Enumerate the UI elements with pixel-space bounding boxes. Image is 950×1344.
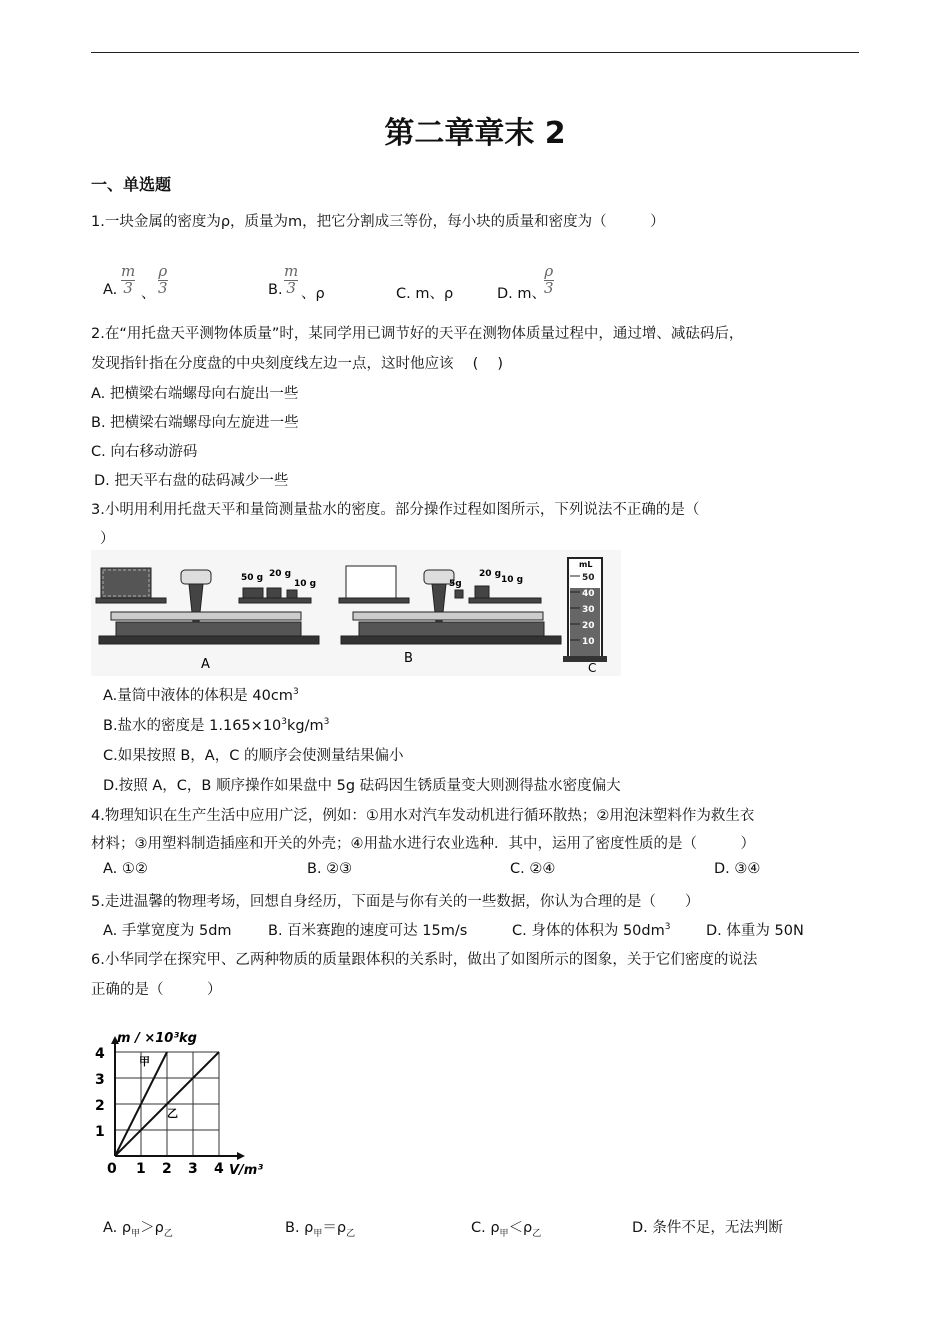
pan-left-b xyxy=(339,598,409,603)
q6-option-b[interactable]: B. $\rho_甲=\rho_乙$ xyxy=(285,1220,356,1239)
label-c: C xyxy=(588,661,597,675)
q6-chart xyxy=(91,1026,281,1186)
q2-option-d[interactable]: D. 把天平右盘的砝码减少一些 xyxy=(94,473,289,489)
q1-b-frac-m: $\frac{m}{3}$ xyxy=(284,262,299,297)
q2-stem-line1: 2.在“用托盘天平测物体质量”时，某同学用已调节好的天平在测物体质量过程中，通过增、减砝码后， xyxy=(91,326,744,342)
beam-a xyxy=(111,612,301,620)
x-tick-label: 4 xyxy=(214,1161,224,1177)
chart-xlabel: V/m³ xyxy=(229,1163,264,1178)
q1-b-rho: 、ρ xyxy=(301,286,325,302)
q1-d-label: D. m、 xyxy=(497,286,547,302)
q6-option-c[interactable]: C. $\rho_甲<\rho_乙$ xyxy=(471,1220,542,1239)
chart-axes xyxy=(111,1036,245,1160)
q1-option-d[interactable] xyxy=(497,264,577,304)
q4-option-d[interactable]: D. ③④ xyxy=(714,861,761,877)
series-label-jia: 甲 xyxy=(139,1055,150,1068)
label-50g: 50 g xyxy=(241,573,264,583)
beam-b xyxy=(353,612,543,620)
section-heading: 一、单选题 xyxy=(91,175,172,194)
label-20g: 20 g xyxy=(269,569,292,579)
pan-left-a xyxy=(96,598,166,603)
x-tick-label: 2 xyxy=(162,1161,172,1177)
q3-option-c[interactable]: C.如果按照 B，A，C 的顺序会使测量结果偏小 xyxy=(103,748,404,764)
q5-option-d[interactable]: D. 体重为 50N xyxy=(706,923,804,939)
weight-10g xyxy=(287,590,297,598)
q1-a-sep: 、 xyxy=(141,286,156,302)
q2-option-c[interactable]: C. 向右移动游码 xyxy=(91,444,198,460)
q4-stem-line2: 材料；③用塑料制造插座和开关的外壳；④用盐水进行农业选种．其中，运用了密度性质的是（ ） xyxy=(91,836,755,852)
series-label-yi: 乙 xyxy=(167,1107,178,1120)
q5-option-c[interactable]: C. 身体的体积为 $50dm^3$ xyxy=(512,922,671,939)
q1-option-b[interactable] xyxy=(268,264,358,304)
q3-figure xyxy=(91,550,621,676)
page-title: 第二章章末 2 xyxy=(384,116,566,151)
q3-option-d[interactable]: D.按照 A，C，B 顺序操作如果盘中 5g 砝码因生锈质量变大则测得盐水密度偏大 xyxy=(103,778,621,794)
q3-stem-line1: 3.小明用利用托盘天平和量筒测量盐水的密度。部分操作过程如图所示，下列说法不正确的是（ xyxy=(91,502,700,518)
q5-option-b[interactable]: B. 百米赛跑的速度可达 15m/s xyxy=(268,923,468,939)
y-tick-label: 4 xyxy=(95,1046,105,1062)
chart-ylabel: m / ×10³kg xyxy=(117,1031,197,1046)
beaker-b xyxy=(346,566,396,598)
x-tick-label: 1 xyxy=(136,1161,146,1177)
label-10g-b: 10 g xyxy=(501,575,524,585)
y-tick-label: 3 xyxy=(95,1072,105,1088)
beaker-a xyxy=(101,568,151,598)
cyl-tick-label: 20 xyxy=(582,621,595,631)
header-rule xyxy=(91,52,859,53)
label-a: A xyxy=(201,657,210,672)
q1-b-label: B. xyxy=(268,282,283,298)
q1-stem: 1.一块金属的密度为ρ，质量为m，把它分割成三等份，每小块的质量和密度为（ ） xyxy=(91,214,665,230)
cyl-unit: mL xyxy=(579,560,593,569)
y-tick-label: 2 xyxy=(95,1098,105,1114)
q1-a-label: A. xyxy=(103,282,118,298)
label-20g-b: 20 g xyxy=(479,569,502,579)
q5-option-a[interactable]: A. 手掌宽度为 5dm xyxy=(103,923,232,939)
cyl-tick-label: 10 xyxy=(582,637,595,647)
q3-option-b[interactable]: B.盐水的密度是 $1.165\times 10^3kg/m^3$ xyxy=(103,717,330,734)
q1-d-frac-rho: $\frac{\rho}{3}$ xyxy=(544,262,554,297)
label-b: B xyxy=(404,651,413,666)
q3-option-a[interactable]: A.量筒中液体的体积是 $40cm^3$ xyxy=(103,687,299,704)
weight-20g-b xyxy=(475,586,489,598)
q6-stem-line2: 正确的是（ ） xyxy=(91,982,222,998)
label-10g: 10 g xyxy=(294,579,317,589)
cyl-tick-label: 30 xyxy=(582,605,595,615)
label-5g: 5g xyxy=(449,579,462,589)
q4-option-a[interactable]: A. ①② xyxy=(103,861,148,877)
q5-stem: 5.走进温馨的物理考场，回想自身经历，下面是与你有关的一些数据，你认为合理的是（ ） xyxy=(91,894,700,910)
cyl-tick-label: 50 xyxy=(582,573,595,583)
q1-a-frac-rho: $\frac{\rho}{3}$ xyxy=(158,262,168,297)
dial-a xyxy=(181,570,211,584)
q2-option-a[interactable]: A. 把横梁右端螺母向右旋出一些 xyxy=(91,386,299,402)
q4-option-b[interactable]: B. ②③ xyxy=(307,861,353,877)
weight-20g xyxy=(267,588,281,598)
q6-stem-line1: 6.小华同学在探究甲、乙两种物质的质量跟体积的关系时，做出了如图所示的图象，关于它们密度的说法 xyxy=(91,952,758,968)
q6-option-d[interactable]: D. 条件不足，无法判断 xyxy=(632,1220,783,1236)
q4-option-c[interactable]: C. ②④ xyxy=(510,861,556,877)
q2-stem-line2: 发现指针指在分度盘的中央刻度线左边一点，这时他应该 ( ) xyxy=(91,356,504,372)
q4-stem-line1: 4.物理知识在生产生活中应用广泛，例如：①用水对汽车发动机进行循环散热；②用泡沫塑料作为救生衣 xyxy=(91,808,755,824)
x-tick-label: 0 xyxy=(107,1161,117,1177)
pan-right-a xyxy=(239,598,311,603)
x-axis-arrow xyxy=(237,1152,245,1160)
weight-5g xyxy=(455,590,463,598)
pan-right-b xyxy=(469,598,541,603)
weight-50g xyxy=(243,588,263,598)
x-tick-label: 3 xyxy=(188,1161,198,1177)
q2-option-b[interactable]: B. 把横梁右端螺母向左旋进一些 xyxy=(91,415,299,431)
cyl-tick-label: 40 xyxy=(582,589,595,599)
y-tick-label: 1 xyxy=(95,1124,105,1140)
q1-a-frac-m: $\frac{m}{3}$ xyxy=(121,262,136,297)
q3-stem-line2: ） xyxy=(100,531,115,547)
q6-option-a[interactable]: A. $\rho_甲>\rho_乙$ xyxy=(103,1220,173,1239)
q1-option-c[interactable]: C. m、ρ xyxy=(396,286,454,302)
